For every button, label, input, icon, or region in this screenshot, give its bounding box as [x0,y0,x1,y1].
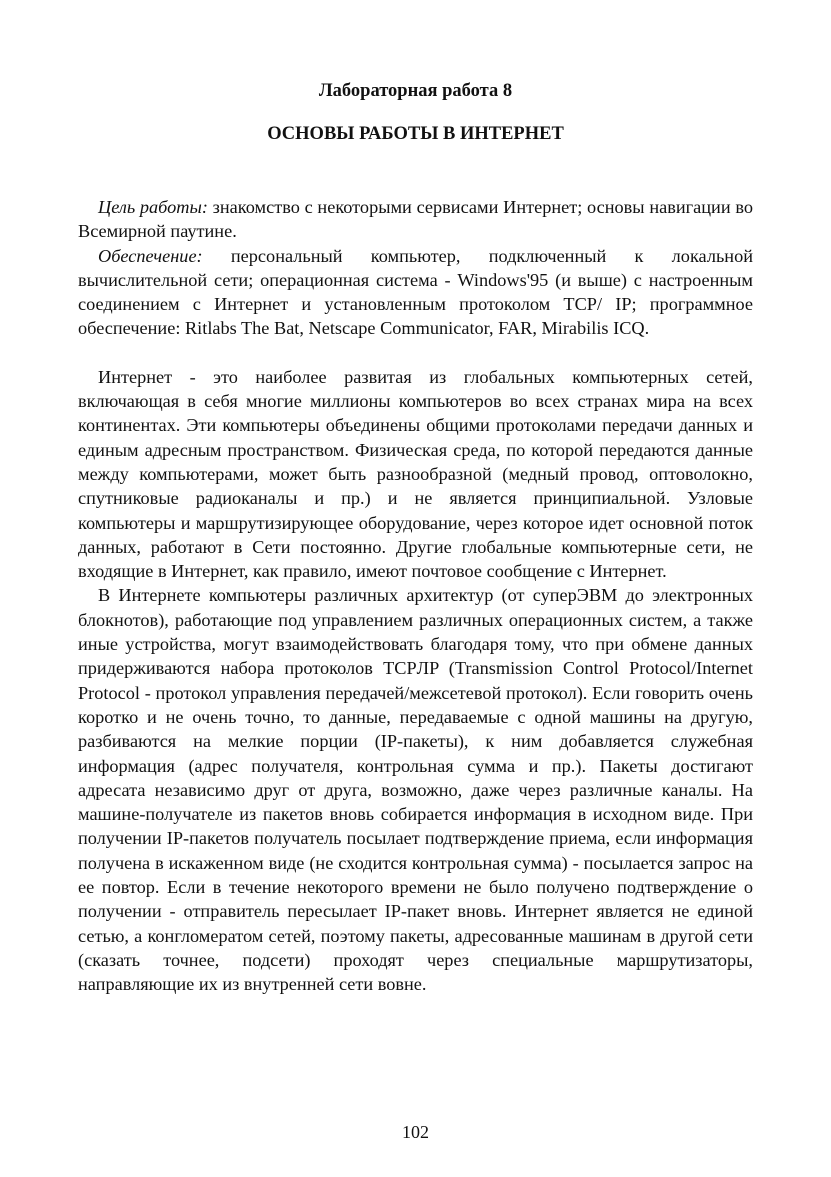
provision-label: Обеспечение: [98,245,203,266]
body-text [78,195,753,997]
lab-title: Лабораторная работа 8 [318,81,513,101]
provision-paragraph [78,244,753,341]
goal-label: Цель работы: [98,197,208,217]
page-number: 102 [402,1122,429,1142]
goal-text: знакомство с некоторыми сервисами Интернет; основы навигации во Всемирной паутине. [78,197,753,242]
main-title: ОСНОВЫ РАБОТЫ В ИНТЕРНЕТ [267,124,564,144]
provision-text: персональный компьютер, подключенный к локальной вычислительной сети; операционная система - Windows'95 (и выше) с настроенным соединением с Интернет и установленным протоколом TCP/ IP; программное обеспечение: Ritlabs The Bat, Netscape Communicator, FAR, Mirabilis ICQ. [78,245,753,339]
internet-intro-paragraph: Интернет - это наиболее развитая из глобальных компьютерных сетей, включающая в себя многие миллионы компьютеров во всех странах мира на всех континентах. Эти компьютеры объединены общими протоколами передачи данных и единым адресным пространством. Физическая среда, по которой передаются данные между компьютерами, может быть разнообразной (медный провод, оптоволокно, спутниковые радиоканалы и пр.) и не является принципиальной. Узловые компьютеры и маршрутизирующее оборудование, через которое идет основной поток данных, работают в Сети постоянно. Другие глобальные компьютерные сети, не входящие в Интернет, как правило, имеют почтовое сообщение с Интернет. [78,366,753,582]
tcpip-paragraph: В Интернете компьютеры различных архитектур (от суперЭВМ до электронных блокнотов), работающие под управлением различных операционных систем, а также иные устройства, могут взаимодействовать благодаря тому, что при обмене данных придерживаются набора протоколов TCPЛP (Transmission Control Protocol/Internet Protocol - протокол управления передачей/межсетевой протокол). Если говорить очень коротко и не очень точно, то данные, передаваемые с одной машины на другую, разбиваются на мелкие порции (IP-пакеты), к ним добавляется служебная информация (адрес получателя, контрольная сумма и пр.). Пакеты достигают адресата независимо друг от друга, возможно, даже через различные каналы. На машине-получателе из пакетов вновь собирается информация в исходном виде. При получении IP-пакетов получатель посылает подтверждение приема, если информация получена в искаженном виде (не сходится контрольная сумма) - посылается запрос на ее повтор. Если в течение некоторого времени не было получено подтверждение о получении - отправитель пересылает IP-пакет вновь. Интернет является не единой сетью, а конгломератом сетей, поэтому пакеты, адресованные машинам в другой сети (сказать точнее, подсети) проходят через специальные маршрутизаторы, направляющие их из внутренней сети вовне. [78,585,753,995]
goal-paragraph [78,195,753,244]
